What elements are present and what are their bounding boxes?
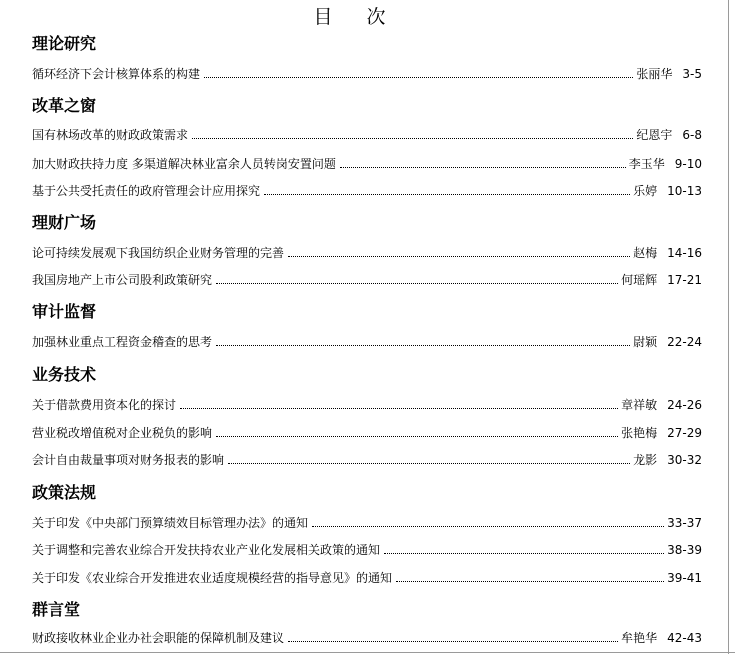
entry-author: 尉颖 xyxy=(633,335,658,349)
entry-pages: 17-21 xyxy=(667,273,702,287)
leader-dots xyxy=(216,436,618,437)
entry-pages: 27-29 xyxy=(667,426,702,440)
entry-title: 论可持续发展观下我国纺织企业财务管理的完善 xyxy=(32,246,285,260)
entry-author: 张丽华 xyxy=(636,67,673,81)
toc-entry[interactable] xyxy=(32,244,702,260)
entry-pages: 9-10 xyxy=(674,157,702,171)
entry-title: 国有林场改革的财政政策需求 xyxy=(32,128,189,142)
entry-title: 关于借款费用资本化的探讨 xyxy=(32,398,177,412)
toc-entry[interactable] xyxy=(32,629,702,645)
section-heading: 理论研究 xyxy=(32,34,97,53)
leader-dots xyxy=(192,138,633,139)
page-edge-bottom xyxy=(0,652,735,653)
leader-dots xyxy=(396,581,664,582)
leader-dots xyxy=(288,641,618,642)
entry-author: 赵梅 xyxy=(633,246,658,260)
toc-entry[interactable] xyxy=(32,514,702,530)
entry-pages: 3-5 xyxy=(682,67,702,81)
toc-entry[interactable] xyxy=(32,424,702,440)
entry-pages: 6-8 xyxy=(682,128,702,142)
entry-author: 张艳梅 xyxy=(621,426,658,440)
toc-entry[interactable] xyxy=(32,451,702,467)
leader-dots xyxy=(216,345,630,346)
section-heading: 政策法规 xyxy=(32,483,97,502)
toc-entry[interactable] xyxy=(32,333,702,349)
entry-pages: 42-43 xyxy=(667,631,702,645)
entry-title: 财政接收林业企业办社会职能的保障机制及建议 xyxy=(32,631,285,645)
toc-entry[interactable] xyxy=(32,569,702,585)
entry-author: 牟艳华 xyxy=(621,631,658,645)
entry-title: 营业税改增值税对企业税负的影响 xyxy=(32,426,213,440)
entry-author: 龙影 xyxy=(633,453,658,467)
entry-title: 加强林业重点工程资金稽查的思考 xyxy=(32,335,213,349)
section-heading: 改革之窗 xyxy=(32,96,97,115)
entry-title: 会计自由裁量事项对财务报表的影响 xyxy=(32,453,225,467)
toc-entry[interactable] xyxy=(32,396,702,412)
entry-pages: 30-32 xyxy=(667,453,702,467)
toc-entry[interactable] xyxy=(32,182,702,198)
entry-title: 关于印发《农业综合开发推进农业适度规模经营的指导意见》的通知 xyxy=(32,571,393,585)
toc-entry[interactable] xyxy=(32,126,702,142)
leader-dots xyxy=(204,77,633,78)
entry-pages: 14-16 xyxy=(667,246,702,260)
toc-entry[interactable] xyxy=(32,155,702,171)
entry-title: 基于公共受托责任的政府管理会计应用探究 xyxy=(32,184,261,198)
section-heading: 审计监督 xyxy=(32,302,97,321)
entry-pages: 39-41 xyxy=(667,571,702,585)
entry-pages: 24-26 xyxy=(667,398,702,412)
entry-title: 加大财政扶持力度 多渠道解决林业富余人员转岗安置问题 xyxy=(32,157,336,171)
leader-dots xyxy=(384,553,664,554)
toc-entry[interactable] xyxy=(32,65,702,81)
entry-author: 何瑶辉 xyxy=(621,273,658,287)
leader-dots xyxy=(312,526,664,527)
page-edge-right xyxy=(728,0,729,654)
toc-entry[interactable] xyxy=(32,541,702,557)
toc-entry[interactable] xyxy=(32,271,702,287)
contents-title: 目 次 xyxy=(313,6,400,28)
entry-pages: 38-39 xyxy=(667,543,702,557)
entry-pages: 10-13 xyxy=(667,184,702,198)
entry-author: 纪恩宇 xyxy=(636,128,673,142)
section-heading: 群言堂 xyxy=(32,600,81,619)
section-heading: 业务技术 xyxy=(32,365,97,384)
entry-title: 我国房地产上市公司股利政策研究 xyxy=(32,273,213,287)
leader-dots xyxy=(264,194,630,195)
leader-dots xyxy=(340,167,626,168)
entry-pages: 22-24 xyxy=(667,335,702,349)
leader-dots xyxy=(228,463,630,464)
entry-author: 李玉华 xyxy=(628,157,665,171)
section-heading: 理财广场 xyxy=(32,213,97,232)
entry-author: 章祥敏 xyxy=(621,398,658,412)
entry-title: 关于调整和完善农业综合开发扶持农业产业化发展相关政策的通知 xyxy=(32,543,381,557)
leader-dots xyxy=(216,283,618,284)
leader-dots xyxy=(288,256,630,257)
entry-author: 乐婷 xyxy=(633,184,658,198)
entry-title: 循环经济下会计核算体系的构建 xyxy=(32,67,201,81)
leader-dots xyxy=(180,408,618,409)
entry-pages: 33-37 xyxy=(667,516,702,530)
entry-title: 关于印发《中央部门预算绩效目标管理办法》的通知 xyxy=(32,516,309,530)
